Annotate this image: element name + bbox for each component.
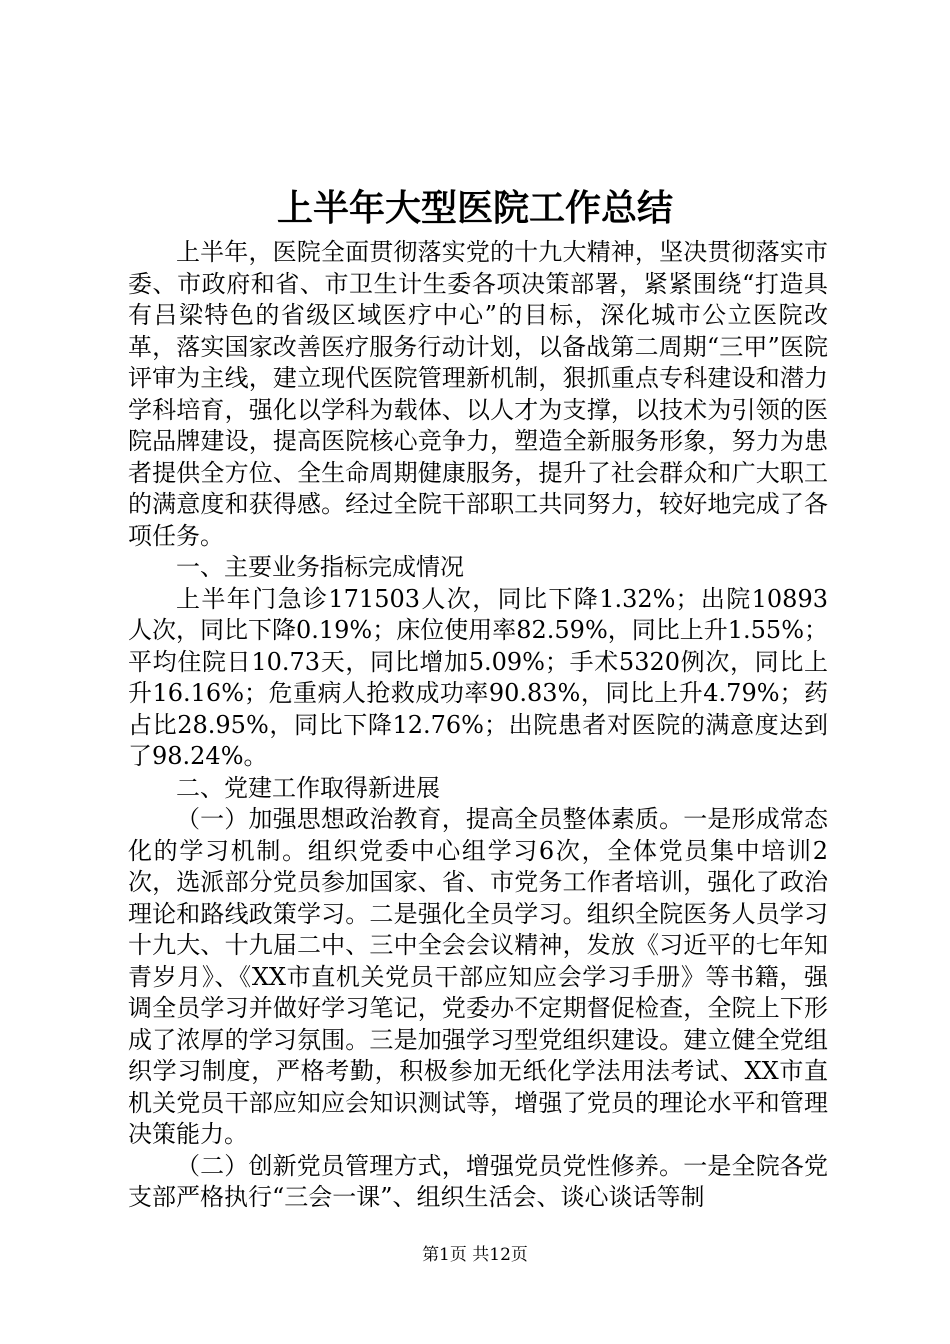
document-title: 上半年大型医院工作总结 xyxy=(276,187,673,229)
section-heading-2: 二、党建工作取得新进展 xyxy=(176,773,440,802)
document-body xyxy=(128,237,828,1214)
section-heading-1: 一、主要业务指标完成情况 xyxy=(176,553,464,581)
paragraph-party-management: （二）创新党员管理方式，增强党员党性修养。一是全院各党支部严格执行“三会一课”、组织生活会、谈心谈话等制 xyxy=(128,1151,828,1211)
page-footer: 第1页 共12页 xyxy=(422,1245,528,1265)
paragraph-party-education: （一）加强思想政治教育，提高全员整体素质。一是形成常态化的学习机制。组织党委中心组学习6次，全体党员集中培训2次，选派部分党员参加国家、省、市党务工作者培训，强化了政治理论和路线政策学习。二是强化全员学习。组织全院医务人员学习十九大、十九届二中、三中全会会议精神，发放《习近平的七年知青岁月》、《XX市直机关党员干部应知应会学习手册》等书籍，强调全员学习并做好学习笔记，党委办不定期督促检查，全院上下形成了浓厚的学习氛围。三是加强学习型党组织建设。建立健全党组织学习制度，严格考勤，积极参加无纸化学法用法考试、XX市直机关党员干部应知应会知识测试等，增强了党员的理论水平和管理决策能力。 xyxy=(128,805,828,1148)
paragraph-intro: 上半年，医院全面贯彻落实党的十九大精神，坚决贯彻落实市委、市政府和省、市卫生计生委各项决策部署，紧紧围绕“打造具有吕梁特色的省级区域医疗中心”的目标，深化城市公立医院改革，落实国家改善医疗服务行动计划，以备战第二周期“三甲”医院评审为主线，建立现代医院管理新机制，狠抓重点专科建设和潜力学科培育，强化以学科为载体、以人才为支撑，以技术为引领的医院品牌建设，提高医院核心竞争力，塑造全新服务形象，努力为患者提供全方位、全生命周期健康服务，提升了社会群众和广大职工的满意度和获得感。经过全院干部职工共同努力，较好地完成了各项任务。 xyxy=(128,238,828,550)
paragraph-indicators: 上半年门急诊171503人次，同比下降1.32%；出院10893人次，同比下降0.19%；床位使用率82.59%，同比上升1.55%；平均住院日10.73天，同比增加5.09%；手术5320例次，同比上升16.16%；危重病人抢救成功率90.83%，同比上升4.79%；药占比28.95%，同比下降12.76%；出院患者对医院的满意度达到了98.24%。 xyxy=(128,584,828,770)
